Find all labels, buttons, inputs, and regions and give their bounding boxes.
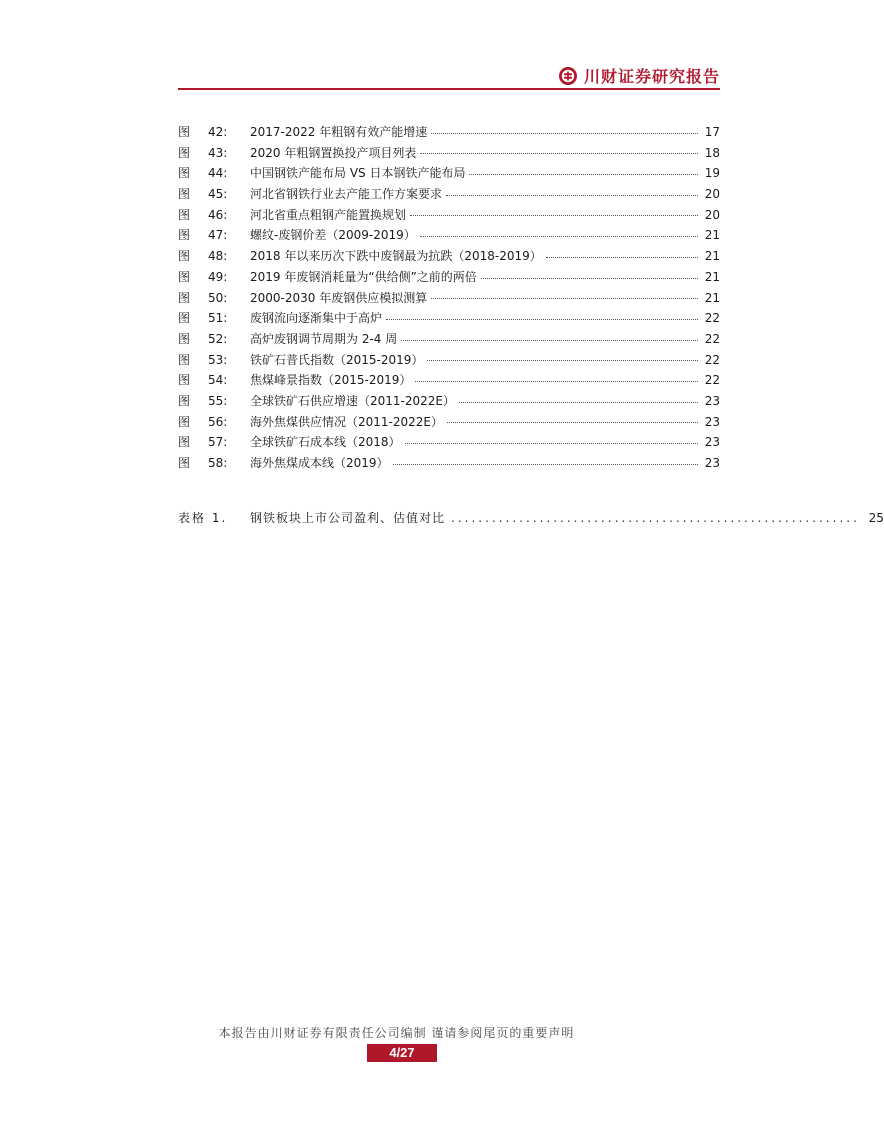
toc-entry-page: 21 [704, 228, 720, 243]
sichuan-securities-logo-icon [558, 66, 578, 86]
toc-dot-leader [420, 235, 698, 237]
toc-entry-page: 21 [704, 290, 720, 305]
toc-entry-number: 46: [208, 207, 228, 222]
toc-entry-page: 22 [704, 311, 720, 326]
toc-entry-label: 图 [178, 311, 191, 326]
toc-dot-leader [481, 277, 698, 279]
toc-dot-leader [427, 359, 698, 361]
toc-entry-page: 23 [704, 414, 720, 429]
toc-entry-number: 57: [208, 435, 228, 450]
toc-entry[interactable] [178, 412, 720, 433]
brand [558, 64, 720, 87]
toc-entry-number: 47: [208, 228, 228, 243]
toc-entry-page: 20 [704, 207, 720, 222]
toc-entry-title: 2017-2022 年粗钢有效产能增速 [250, 125, 428, 139]
toc-entry-page: 21 [704, 249, 720, 264]
toc-entry-label: 图 [178, 269, 191, 284]
toc-entry-number: 50: [208, 290, 228, 305]
toc-entry-title: 废钢流向逐渐集中于高炉 [250, 311, 383, 326]
table-toc-dot-leader: ............................................................ [451, 511, 860, 525]
toc-entry-page: 23 [704, 435, 720, 450]
toc-entry-label: 图 [178, 435, 191, 450]
toc-entry[interactable] [178, 122, 720, 143]
toc-entry-page: 22 [704, 352, 720, 367]
toc-entry-page: 23 [704, 456, 720, 470]
brand-title: 川财证券研究报告 [583, 67, 720, 86]
toc-entry-label: 图 [178, 414, 191, 429]
toc-entry-title: 海外焦煤供应情况（2011-2022E） [250, 414, 443, 429]
page-number: 4/27 [367, 1044, 437, 1062]
toc-entry-title: 螺纹-废钢价差（2009-2019） [250, 228, 416, 243]
toc-entry-label: 图 [178, 166, 191, 181]
toc-dot-leader [469, 173, 698, 175]
page-header [178, 62, 720, 90]
toc-entry-page: 22 [704, 331, 720, 346]
toc-entry-label: 图 [178, 249, 191, 264]
toc-dot-leader [447, 421, 698, 423]
toc-entry-page: 23 [704, 393, 720, 408]
toc-entry-label: 图 [178, 373, 191, 388]
toc-entry-page: 18 [704, 145, 720, 160]
toc-dot-leader [393, 463, 698, 465]
toc-entry-page: 20 [704, 187, 720, 202]
toc-dot-leader [431, 297, 698, 299]
toc-entry-label: 图 [178, 290, 191, 305]
toc-entry[interactable] [178, 308, 720, 329]
toc-entry-page: 21 [704, 269, 720, 284]
toc-entry[interactable] [178, 205, 720, 226]
toc-dot-leader [401, 339, 698, 341]
footer-disclaimer: 本报告由川财证券有限责任公司编制 谨请参阅尾页的重要声明 [218, 1026, 575, 1040]
toc-entry-page: 22 [704, 373, 720, 388]
toc-entry-title: 中国钢铁产能布局 VS 日本钢铁产能布局 [250, 166, 466, 181]
toc-entry[interactable] [178, 163, 720, 184]
toc-entry-label: 图 [178, 456, 191, 470]
toc-dot-leader [446, 194, 698, 196]
toc-entry-number: 51: [208, 311, 228, 326]
toc-dot-leader [459, 401, 698, 403]
toc-entry-number: 53: [208, 352, 228, 367]
toc-entry-title: 高炉废钢调节周期为 2-4 周 [250, 331, 398, 346]
toc-entry-number: 49: [208, 269, 228, 284]
toc-entry-number: 55: [208, 393, 228, 408]
toc-entry-label: 图 [178, 352, 191, 367]
toc-entry[interactable] [178, 143, 720, 164]
toc-entry[interactable] [178, 350, 720, 371]
toc-entry[interactable] [178, 370, 720, 391]
toc-entry[interactable] [178, 288, 720, 309]
toc-entry-title: 2018 年以来历次下跌中废钢最为抗跌（2018-2019） [250, 249, 542, 264]
toc-entry-title: 焦煤峰景指数（2015-2019） [250, 373, 412, 388]
toc-entry-title: 2019 年废钢消耗量为“供给侧”之前的两倍 [250, 269, 477, 284]
toc-entry-label: 图 [178, 228, 191, 243]
figure-list [178, 122, 720, 474]
toc-entry[interactable] [178, 184, 720, 205]
toc-entry-number: 42: [208, 125, 228, 139]
toc-dot-leader [405, 442, 698, 444]
toc-entry[interactable] [178, 267, 720, 288]
toc-entry-label: 图 [178, 207, 191, 222]
table-toc-entry[interactable] [178, 508, 884, 528]
header-rule [178, 88, 720, 90]
toc-entry[interactable] [178, 329, 720, 350]
toc-entry-number: 43: [208, 145, 228, 160]
toc-entry-label: 图 [178, 393, 191, 408]
toc-entry-label: 图 [178, 145, 191, 160]
toc-dot-leader [410, 214, 698, 216]
toc-entry-title: 2020 年粗钢置换投产项目列表 [250, 145, 417, 160]
toc-entry-number: 56: [208, 414, 228, 429]
table-toc-page: 25 [868, 511, 884, 525]
toc-entry-title: 2000-2030 年废钢供应模拟测算 [250, 290, 428, 305]
toc-entry-title: 海外焦煤成本线（2019） [250, 456, 389, 470]
toc-dot-leader [431, 132, 698, 134]
table-toc-title: 钢铁板块上市公司盈利、估值对比 [250, 511, 446, 525]
toc-entry-number: 58: [208, 456, 228, 470]
toc-entry-title: 全球铁矿石供应增速（2011-2022E） [250, 393, 455, 408]
toc-dot-leader [386, 318, 698, 320]
toc-entry-number: 54: [208, 373, 228, 388]
toc-entry[interactable] [178, 225, 720, 246]
toc-dot-leader [420, 152, 698, 154]
toc-entry[interactable] [178, 432, 720, 453]
table-toc-label: 表格 1. [178, 511, 228, 525]
toc-entry[interactable] [178, 391, 720, 412]
toc-entry-label: 图 [178, 187, 191, 202]
toc-entry-title: 河北省重点粗钢产能置换规划 [250, 207, 407, 222]
toc-entry-title: 全球铁矿石成本线（2018） [250, 435, 401, 450]
toc-entry-title: 铁矿石普氏指数（2015-2019） [250, 352, 424, 367]
toc-entry-page: 19 [704, 166, 720, 181]
toc-entry-label: 图 [178, 125, 191, 139]
toc-entry-number: 44: [208, 166, 228, 181]
toc-dot-leader [415, 380, 698, 382]
toc-dot-leader [546, 256, 698, 258]
toc-entry-number: 52: [208, 331, 228, 346]
toc-entry[interactable] [178, 453, 720, 474]
toc-entry-label: 图 [178, 331, 191, 346]
toc-entry-number: 48: [208, 249, 228, 264]
table-list [178, 508, 884, 528]
toc-entry-number: 45: [208, 187, 228, 202]
toc-entry-page: 17 [704, 125, 720, 139]
toc-entry-title: 河北省钢铁行业去产能工作方案要求 [250, 187, 443, 202]
toc-entry[interactable] [178, 246, 720, 267]
